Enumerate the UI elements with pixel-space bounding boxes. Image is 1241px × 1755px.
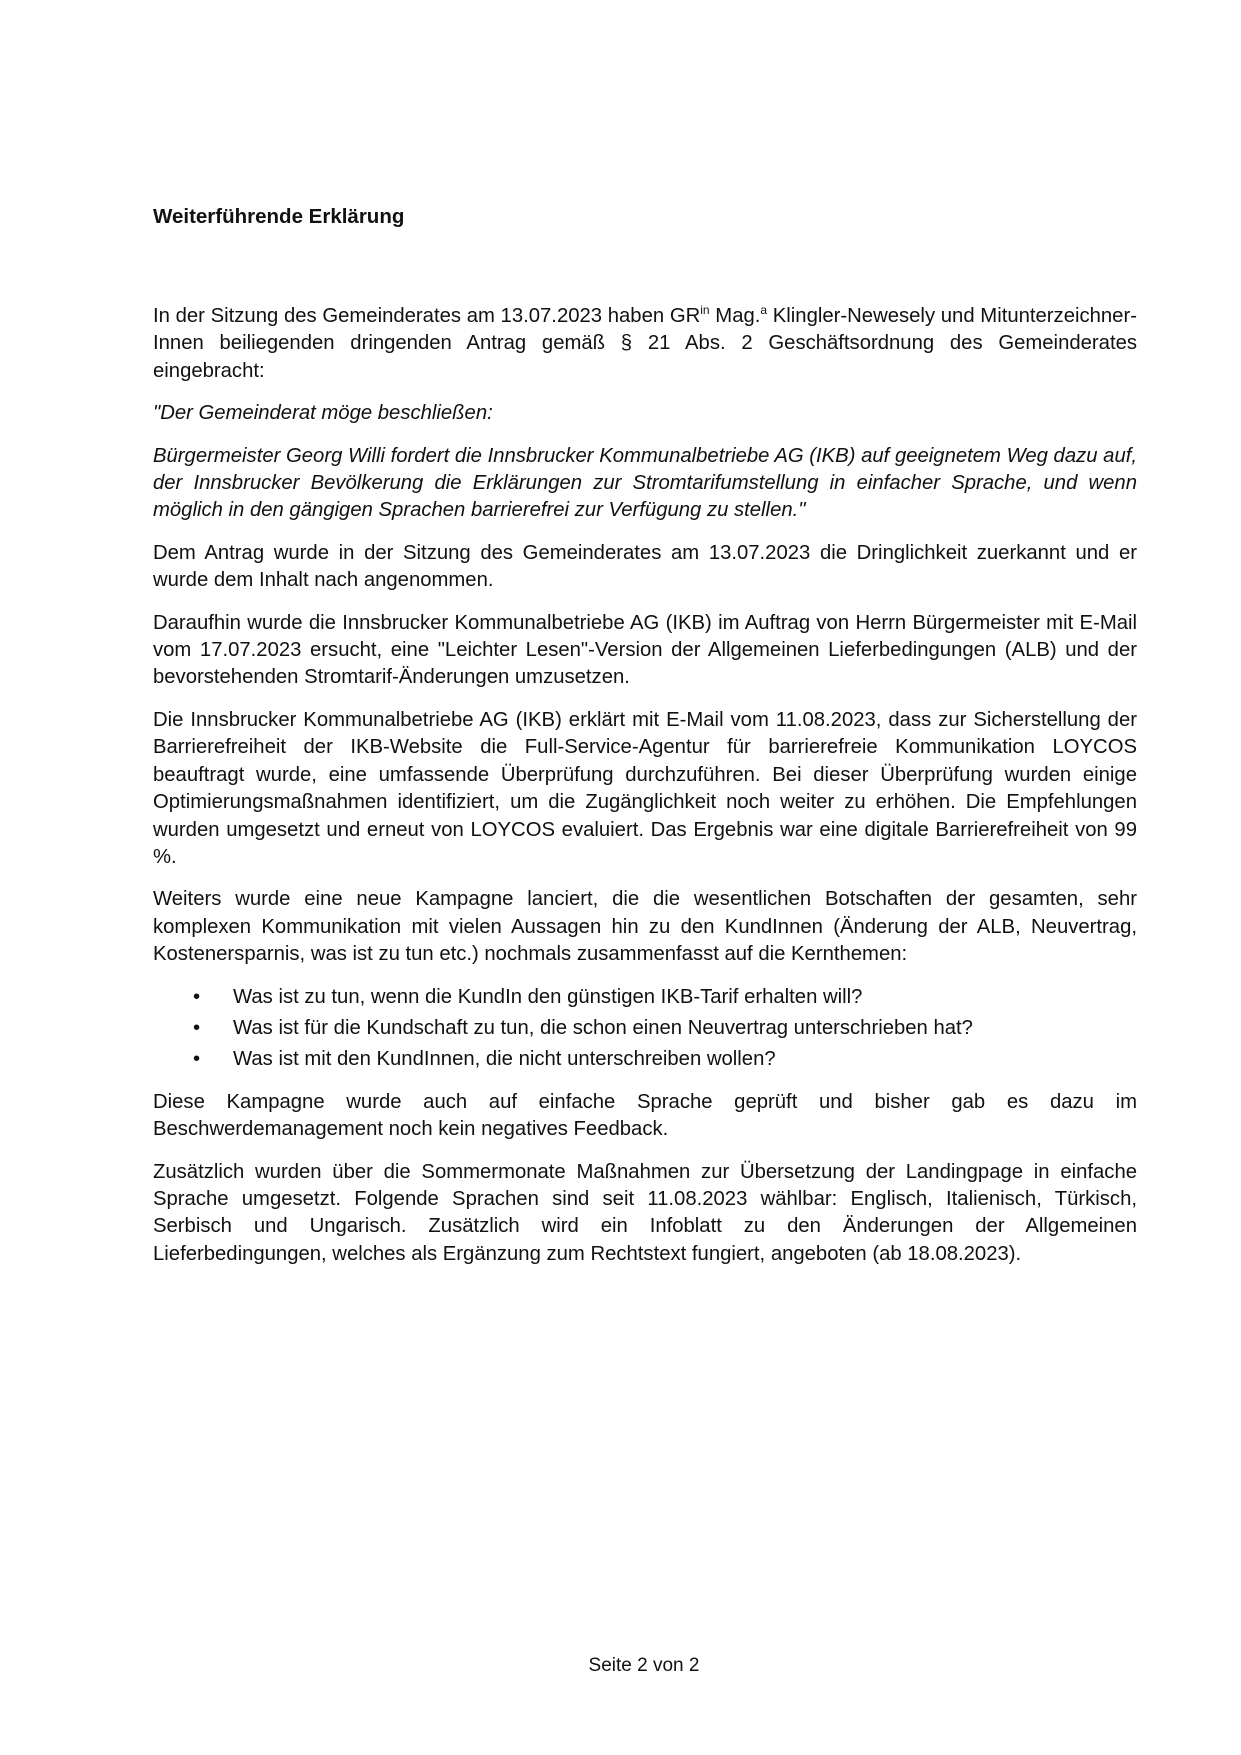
superscript: a xyxy=(760,303,768,317)
paragraph-kampagne: Weiters wurde eine neue Kampagne lanciert, die die wesentlichen Botschaften der gesamten, sehr komplexen Kommunikation mit vielen Aussagen hin zu den KundInnen (Änderung der ALB, Neuvertrag, Kostenersparnis, was ist zu tun etc.) nochmals zusammenfasst auf die Kernthemen: xyxy=(153,888,1137,966)
document-body xyxy=(153,303,1137,1283)
paragraph-feedback: Diese Kampagne wurde auch auf einfache Sprache geprüft und bisher gab es dazu im Beschwerdemanagement noch kein negatives Feedback. xyxy=(153,1090,1137,1141)
paragraph-ikb-erklaerung: Die Innsbrucker Kommunalbetriebe AG (IKB) erklärt mit E-Mail vom 11.08.2023, dass zur Sicherstellung der Barrierefreiheit der IKB-Website die Full-Service-Agentur für barrierefreie Kommunikation LOYCOS beauftragt wurde, eine umfassende Überprüfung durchzuführen. Bei dieser Überprüfung wurden einige Optimierungsmaßnahmen identifiziert, um die Zugänglichkeit noch weiter zu erhöhen. Die Empfehlungen wurden umgesetzt und erneut von LOYCOS evaluiert. Das Ergebnis war eine digitale Barrierefreiheit von 99 %. xyxy=(153,708,1137,868)
list-item-text: Was ist zu tun, wenn die KundIn den günstigen IKB-Tarif erhalten will? xyxy=(233,985,863,1008)
list-item xyxy=(153,1015,1137,1042)
list-item-text: Was ist für die Kundschaft zu tun, die schon einen Neuvertrag unterschrieben hat? xyxy=(233,1016,973,1039)
text: Klingler-Newesely und MitunterzeichnerInnen beiliegenden dringenden Antrag gemäß § 21 Abs. 2 Geschäftsordnung des Gemeinderates eingebracht: xyxy=(153,305,1137,382)
bullet-list xyxy=(153,984,1137,1074)
paragraph-intro xyxy=(153,303,1137,385)
page-number: Seite 2 von 2 xyxy=(588,1655,700,1676)
section-heading: Weiterführende Erklärung xyxy=(153,205,405,228)
list-item-text: Was ist mit den KundInnen, die nicht unterschreiben wollen? xyxy=(233,1048,776,1071)
text: Mag. xyxy=(709,305,761,327)
list-item xyxy=(153,1046,1137,1073)
paragraph-antrag: Dem Antrag wurde in der Sitzung des Gemeinderates am 13.07.2023 die Dringlichkeit zuerkannt und er wurde dem Inhalt nach angenommen. xyxy=(153,541,1137,592)
paragraph-daraufhin: Daraufhin wurde die Innsbrucker Kommunalbetriebe AG (IKB) im Auftrag von Herrn Bürgermeister mit E-Mail vom 17.07.2023 ersucht, eine "Leichter Lesen"-Version der Allgemeinen Lieferbedingungen (ALB) und der bevorstehenden Stromtarif-Änderungen umzusetzen. xyxy=(153,611,1137,689)
quote-intro: "Der Gemeinderat möge beschließen: xyxy=(153,402,493,425)
quote-body: Bürgermeister Georg Willi fordert die Innsbrucker Kommunalbetriebe AG (IKB) auf geeignetem Weg dazu auf, der Innsbrucker Bevölkerung die Erklärungen zur Stromtarifumstellung in einfacher Sprache, und wenn möglich in den gängigen Sprachen barrierefrei zur Verfügung zu stellen." xyxy=(153,444,1137,522)
bullet-icon: • xyxy=(193,1016,201,1039)
bullet-icon: • xyxy=(193,985,201,1008)
paragraph-uebersetzung: Zusätzlich wurden über die Sommermonate Maßnahmen zur Übersetzung der Landingpage in einfache Sprache umgesetzt. Folgende Sprachen sind seit 11.08.2023 wählbar: Englisch, Italienisch, Türkisch, Serbisch und Ungarisch. Zusätzlich wird ein Infoblatt zu den Änderungen der Allgemeinen Lieferbedingungen, welches als Ergänzung zum Rechtstext fungiert, angeboten (ab 18.08.2023). xyxy=(153,1160,1137,1265)
superscript: in xyxy=(700,303,710,317)
text: In der Sitzung des Gemeinderates am 13.07.2023 haben GR xyxy=(153,305,701,327)
list-item xyxy=(153,984,1137,1011)
bullet-icon: • xyxy=(193,1048,201,1071)
